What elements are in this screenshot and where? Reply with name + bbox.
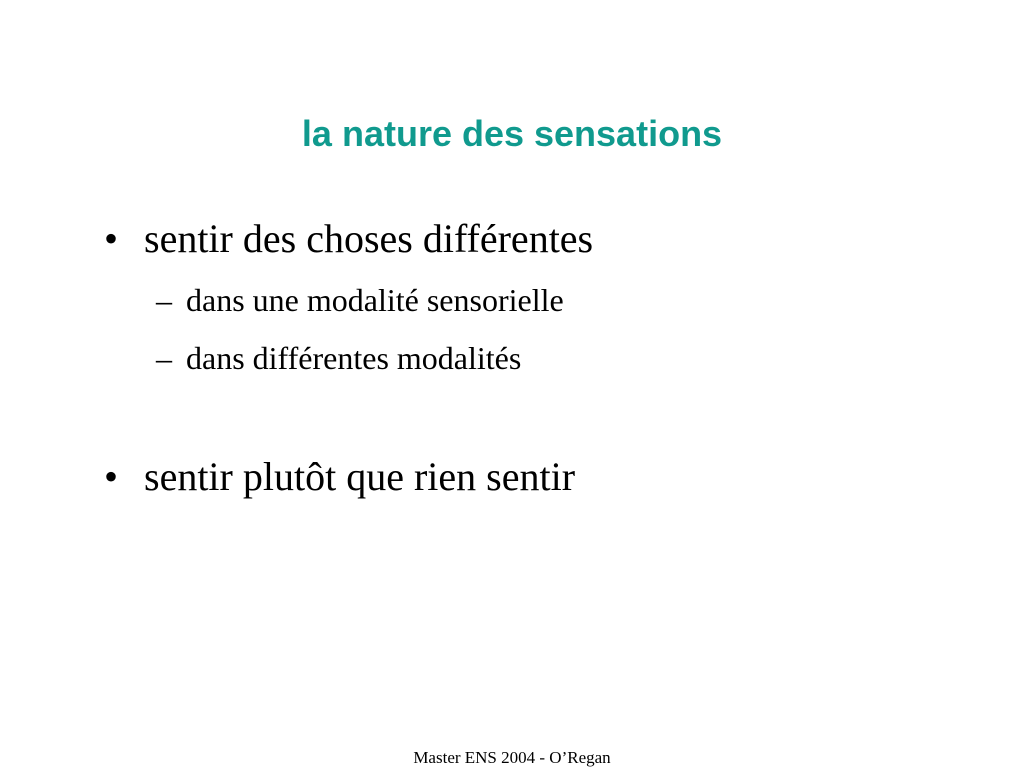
- sub-bullet-marker: –: [156, 282, 172, 318]
- sub-bullet-text: dans différentes modalités: [186, 340, 522, 376]
- slide-title: la nature des sensations: [301, 113, 723, 154]
- sub-bullet-marker: –: [156, 340, 172, 376]
- bullet-text: sentir plutôt que rien sentir: [144, 454, 576, 499]
- bullet-marker: •: [104, 454, 119, 499]
- bullet-text: sentir des choses différentes: [144, 216, 594, 261]
- bullet-marker: •: [104, 216, 119, 261]
- slide-footer: Master ENS 2004 - O’Regan: [413, 748, 611, 767]
- sub-bullet-text: dans une modalité sensorielle: [186, 282, 564, 318]
